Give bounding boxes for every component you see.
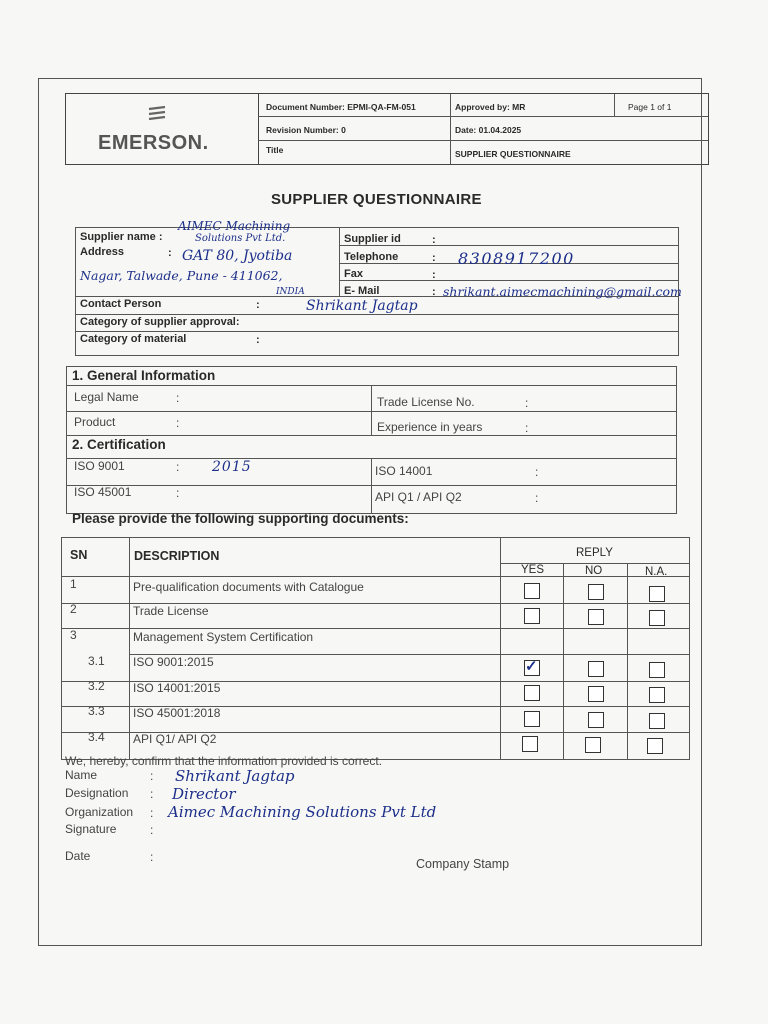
- yes-checkbox[interactable]: [524, 685, 540, 701]
- supplier-name-value-2: Solutions Pvt Ltd.: [195, 233, 286, 244]
- no-checkbox[interactable]: [588, 661, 604, 677]
- iso14001-label: ISO 14001: [375, 464, 433, 478]
- experience-label: Experience in years: [377, 420, 483, 434]
- contact-person-label: Contact Person: [80, 298, 162, 310]
- na-checkbox[interactable]: [649, 610, 665, 626]
- approved-by: Approved by: MR: [455, 102, 526, 112]
- yes-checkbox[interactable]: [522, 736, 538, 752]
- date-label: Date: [65, 849, 91, 863]
- no-checkbox[interactable]: [585, 737, 601, 753]
- iso9001-value: 2015: [212, 459, 252, 475]
- page-number: Page 1 of 1: [628, 102, 672, 112]
- na-checkbox[interactable]: [649, 713, 665, 729]
- address-value-3: INDIA: [276, 287, 305, 297]
- no-checkbox[interactable]: [588, 686, 604, 702]
- address-value-2: Nagar, Talwade, Pune - 411062,: [80, 268, 283, 283]
- row-sn: 3.1: [88, 654, 105, 668]
- name-value: Shrikant Jagtap: [175, 767, 295, 785]
- product-label: Product: [74, 415, 116, 429]
- name-label: Name: [65, 768, 98, 782]
- col-yes: YES: [521, 564, 545, 576]
- iso45001-label: ISO 45001: [74, 485, 132, 499]
- yes-checkbox[interactable]: [524, 608, 540, 624]
- yes-checkbox[interactable]: [524, 583, 540, 599]
- designation-value: Director: [172, 785, 236, 803]
- certification-heading: 2. Certification: [72, 437, 166, 452]
- no-checkbox[interactable]: [588, 712, 604, 728]
- iso9001-label: ISO 9001: [74, 459, 125, 473]
- designation-label: Designation: [65, 786, 129, 800]
- telephone-label: Telephone: [344, 251, 399, 263]
- confirmation-statement: We, hereby, confirm that the information provided is correct.: [65, 754, 383, 768]
- row-sn: 3.3: [88, 704, 105, 718]
- supplier-name-label: Supplier name :: [80, 231, 163, 243]
- row-sn: 3.2: [88, 679, 105, 693]
- na-checkbox[interactable]: [649, 586, 665, 602]
- signature-label: Signature: [65, 822, 117, 836]
- row-sn: 3: [70, 628, 77, 642]
- row-sn: 3.4: [88, 730, 105, 744]
- supporting-documents-heading: Please provide the following supporting documents:: [72, 511, 409, 526]
- telephone-value: 8308917200: [458, 249, 575, 268]
- company-name: EMERSON.: [98, 132, 209, 154]
- organization-label: Organization: [65, 805, 134, 819]
- emerson-logo-icon: [146, 104, 168, 124]
- col-na: N.A.: [645, 566, 668, 578]
- trade-license-label: Trade License No.: [377, 395, 475, 409]
- row-sn: 2: [70, 602, 77, 616]
- na-checkbox[interactable]: [647, 738, 663, 754]
- organization-value: Aimec Machining Solutions Pvt Ltd: [168, 803, 437, 821]
- address-value: GAT 80, Jyotiba: [182, 248, 293, 264]
- row-sn: 1: [70, 577, 77, 591]
- row-description: Management System Certification: [133, 630, 314, 644]
- row-description: ISO 45001:2018: [133, 706, 221, 720]
- general-information-heading: 1. General Information: [72, 368, 216, 383]
- form-title: SUPPLIER QUESTIONNAIRE: [271, 191, 482, 208]
- legal-name-label: Legal Name: [74, 390, 139, 404]
- yes-checkbox[interactable]: [524, 711, 540, 727]
- fax-label: Fax: [344, 268, 363, 280]
- row-description: ISO 14001:2015: [133, 681, 221, 695]
- supplier-name-value: AIMEC Machining: [178, 219, 291, 233]
- col-no: NO: [585, 565, 603, 577]
- contact-person-value: Shrikant Jagtap: [306, 298, 418, 314]
- document-number: Document Number: EPMI-QA-FM-051: [266, 102, 416, 112]
- revision-number: Revision Number: 0: [266, 125, 346, 135]
- na-checkbox[interactable]: [649, 662, 665, 678]
- row-description: API Q1/ API Q2: [133, 732, 217, 746]
- api-label: API Q1 / API Q2: [375, 490, 462, 504]
- header-date: Date: 01.04.2025: [455, 125, 522, 135]
- col-sn: SN: [70, 548, 88, 562]
- address-label: Address: [80, 246, 125, 258]
- col-reply: REPLY: [576, 547, 613, 559]
- checkmark-icon: ✓: [525, 658, 538, 675]
- email-value: shrikant.aimecmachining@gmail.com: [443, 284, 682, 299]
- no-checkbox[interactable]: [588, 609, 604, 625]
- no-checkbox[interactable]: [588, 584, 604, 600]
- row-description: ISO 9001:2015: [133, 655, 214, 669]
- supplier-id-label: Supplier id: [344, 233, 401, 245]
- row-description: Pre-qualification documents with Catalogue: [133, 580, 364, 594]
- row-description: Trade License: [133, 604, 209, 618]
- title-label: Title: [266, 145, 284, 155]
- logo-area: [66, 94, 259, 164]
- title-value: SUPPLIER QUESTIONNAIRE: [455, 149, 571, 159]
- company-stamp-label: Company Stamp: [416, 857, 510, 871]
- approval-category-label: Category of supplier approval:: [80, 316, 240, 328]
- email-label: E- Mail: [344, 285, 380, 297]
- col-description: DESCRIPTION: [134, 549, 220, 563]
- material-category-label: Category of material: [80, 333, 187, 345]
- document-header: [65, 93, 709, 165]
- na-checkbox[interactable]: [649, 687, 665, 703]
